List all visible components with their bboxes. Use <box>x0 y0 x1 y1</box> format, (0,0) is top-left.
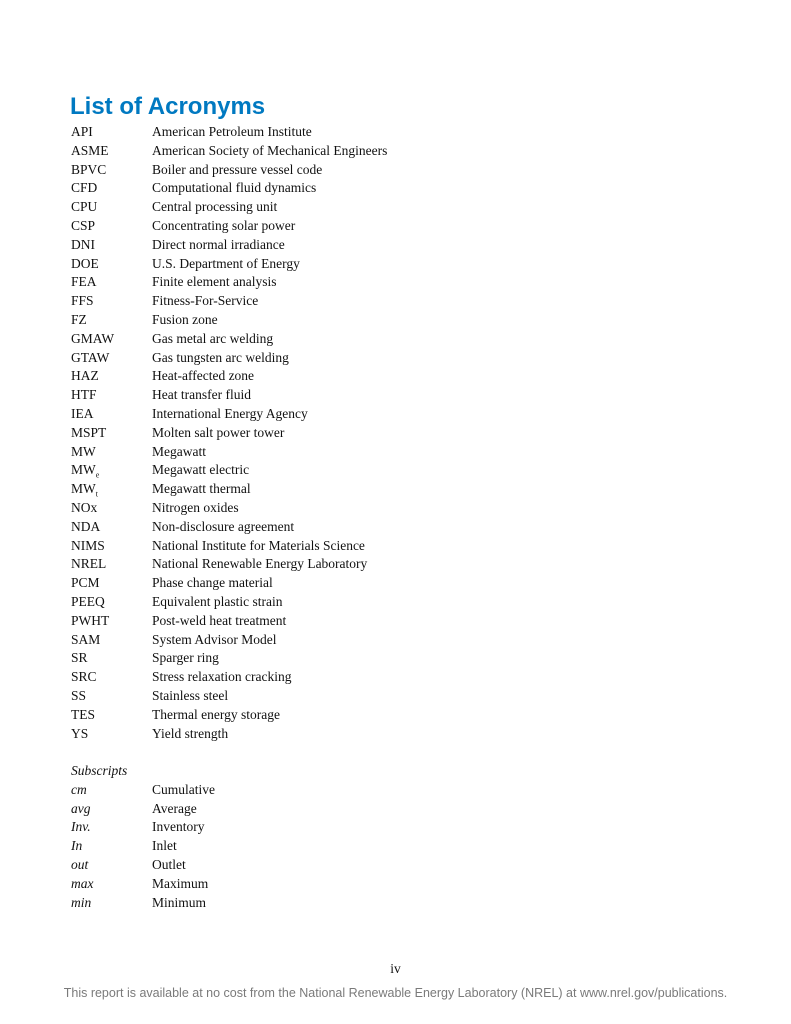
acronym-abbr-text: DOE <box>71 255 99 271</box>
acronym-abbr <box>71 161 152 180</box>
acronym-definition: American Petroleum Institute <box>152 124 312 139</box>
acronym-abbr-text: PCM <box>71 575 100 591</box>
acronym-abbr <box>71 461 152 480</box>
acronym-abbr-text: MW <box>71 481 96 497</box>
acronym-abbr <box>71 273 152 292</box>
acronym-definition: International Energy Agency <box>152 405 308 421</box>
acronym-abbr-text: avg <box>71 800 91 816</box>
acronym-definition: Sparger ring <box>152 650 219 666</box>
acronym-abbr <box>71 217 152 236</box>
acronym-abbr-text: Inv. <box>71 819 91 835</box>
acronym-definition: Yield strength <box>152 725 229 741</box>
acronym-abbr <box>71 781 152 800</box>
acronym-abbr-text: FZ <box>71 311 87 327</box>
list-item <box>71 424 631 443</box>
acronym-abbr <box>71 443 152 462</box>
acronym-definition: Megawatt thermal <box>152 481 251 497</box>
acronym-abbr-text: GTAW <box>71 349 110 365</box>
acronym-definition: Megawatt <box>152 443 206 459</box>
acronym-abbr <box>71 367 152 386</box>
list-item <box>71 894 631 913</box>
list-item <box>71 311 631 330</box>
list-item <box>71 123 631 142</box>
list-item <box>71 255 631 274</box>
acronym-abbr-text: NDA <box>71 518 101 534</box>
list-item <box>71 330 631 349</box>
acronym-abbr <box>71 405 152 424</box>
list-item <box>71 781 631 800</box>
list-item <box>71 142 631 161</box>
acronym-definition: Stainless steel <box>152 687 229 703</box>
list-item <box>71 179 631 198</box>
acronym-abbr-text: SRC <box>71 669 97 685</box>
acronym-abbr-text: FFS <box>71 293 94 309</box>
acronym-definition: Gas metal arc welding <box>152 330 274 346</box>
acronym-abbr-text: In <box>71 838 83 854</box>
acronym-definition: Inlet <box>152 838 177 854</box>
page-title: List of Acronyms <box>70 93 266 120</box>
subscripts-section <box>71 762 631 912</box>
acronym-definition: Central processing unit <box>152 199 278 215</box>
acronym-abbr-text: min <box>71 894 92 910</box>
acronym-abbr-text: IEA <box>71 405 94 421</box>
acronym-abbr-text: PWHT <box>71 612 110 628</box>
acronym-abbr <box>71 142 152 161</box>
acronym-abbr-text: CFD <box>71 180 98 196</box>
acronym-abbr <box>71 236 152 255</box>
acronym-abbr-text: BPVC <box>71 161 107 177</box>
acronym-abbr-text: NOx <box>71 499 98 515</box>
acronym-definition: Stress relaxation cracking <box>152 669 292 685</box>
subscripts-title: Subscripts <box>71 763 128 778</box>
acronym-definition: Cumulative <box>152 781 215 797</box>
footer-notice: This report is available at no cost from the National Renewable Energy Laboratory (NREL) at www.nrel.gov/publications. <box>63 986 728 1000</box>
acronym-subscript: e <box>95 471 100 481</box>
acronym-definition: National Institute for Materials Science <box>152 537 365 553</box>
list-item <box>71 499 631 518</box>
list-item <box>71 273 631 292</box>
list-item <box>71 480 631 499</box>
list-item <box>71 612 631 631</box>
acronym-abbr <box>71 649 152 668</box>
acronym-abbr-text: ASME <box>71 142 109 158</box>
acronym-abbr <box>71 424 152 443</box>
acronym-abbr-text: NREL <box>71 556 107 572</box>
acronym-abbr-text: MW <box>71 462 96 478</box>
acronym-definition: Direct normal irradiance <box>152 236 285 252</box>
list-item <box>71 443 631 462</box>
acronym-abbr-text: HTF <box>71 387 97 403</box>
acronym-abbr <box>71 349 152 368</box>
acronym-definition: Non-disclosure agreement <box>152 518 295 534</box>
acronym-abbr-text: CPU <box>71 199 98 215</box>
page-number: iv <box>390 961 401 976</box>
acronym-definition: Outlet <box>152 856 186 872</box>
acronym-abbr-text: FEA <box>71 274 97 290</box>
acronym-definition: Concentrating solar power <box>152 217 296 233</box>
acronym-abbr-text: GMAW <box>71 330 115 346</box>
acronym-subscript: t <box>95 489 98 499</box>
list-item <box>71 668 631 687</box>
acronym-definition: Gas tungsten arc welding <box>152 349 289 365</box>
acronym-abbr <box>71 123 152 142</box>
acronym-abbr <box>71 725 152 744</box>
list-item <box>71 198 631 217</box>
acronym-abbr <box>71 311 152 330</box>
acronym-abbr <box>71 537 152 556</box>
acronym-abbr <box>71 518 152 537</box>
acronym-abbr-text: SAM <box>71 631 101 647</box>
list-item <box>71 687 631 706</box>
acronym-definition: Finite element analysis <box>152 274 277 290</box>
acronym-abbr <box>71 612 152 631</box>
acronym-abbr <box>71 480 152 499</box>
acronym-abbr <box>71 255 152 274</box>
acronym-abbr-text: DNI <box>71 236 95 252</box>
acronym-abbr-text: API <box>71 124 93 139</box>
acronym-abbr-text: PEEQ <box>71 593 105 609</box>
acronym-abbr <box>71 800 152 819</box>
acronym-definition: National Renewable Energy Laboratory <box>152 556 368 572</box>
acronym-definition: Minimum <box>152 894 207 910</box>
acronym-definition: Phase change material <box>152 575 273 591</box>
list-item <box>71 518 631 537</box>
acronym-definition: Boiler and pressure vessel code <box>152 161 323 177</box>
acronym-abbr <box>71 706 152 725</box>
list-item <box>71 593 631 612</box>
acronym-abbr-text: cm <box>71 781 87 797</box>
acronym-abbr <box>71 330 152 349</box>
acronym-abbr <box>71 687 152 706</box>
list-item <box>71 818 631 837</box>
acronym-definition: Fitness-For-Service <box>152 293 259 309</box>
acronym-abbr-text: HAZ <box>71 368 99 384</box>
acronym-definition: Heat-affected zone <box>152 368 255 384</box>
acronym-abbr <box>71 574 152 593</box>
list-item <box>71 236 631 255</box>
list-item <box>71 367 631 386</box>
acronym-abbr <box>71 555 152 574</box>
acronym-abbr <box>71 894 152 913</box>
acronym-abbr <box>71 818 152 837</box>
acronym-abbr-text: YS <box>71 725 89 741</box>
acronym-definition: Average <box>152 800 197 816</box>
list-item <box>71 217 631 236</box>
acronym-definition: Thermal energy storage <box>152 706 280 722</box>
acronym-definition: Post-weld heat treatment <box>152 612 287 628</box>
acronym-abbr <box>71 499 152 518</box>
acronym-abbr-text: SR <box>71 650 88 666</box>
list-item <box>71 649 631 668</box>
acronym-abbr-text: CSP <box>71 217 96 233</box>
acronym-abbr <box>71 593 152 612</box>
list-item <box>71 800 631 819</box>
acronym-abbr-text: out <box>71 856 89 872</box>
acronym-abbr <box>71 292 152 311</box>
acronym-abbr-text: max <box>71 875 94 891</box>
acronym-abbr-text: NIMS <box>71 537 105 553</box>
list-item <box>71 574 631 593</box>
acronym-abbr <box>71 875 152 894</box>
list-item <box>71 461 631 480</box>
acronym-definition: American Society of Mechanical Engineers <box>152 142 388 158</box>
list-item <box>71 161 631 180</box>
acronym-abbr <box>71 856 152 875</box>
acronym-abbr <box>71 179 152 198</box>
acronym-definition: Nitrogen oxides <box>152 499 239 515</box>
acronym-abbr-text: MSPT <box>71 424 107 440</box>
acronym-definition: U.S. Department of Energy <box>152 255 300 271</box>
list-item <box>71 875 631 894</box>
list-item <box>71 555 631 574</box>
subscripts-list <box>71 781 631 913</box>
acronym-list <box>71 123 631 743</box>
list-item <box>71 292 631 311</box>
acronym-definition: Equivalent plastic strain <box>152 593 283 609</box>
acronym-abbr-text: TES <box>71 706 96 722</box>
list-item <box>71 631 631 650</box>
list-item <box>71 725 631 744</box>
acronym-definition: Inventory <box>152 819 205 835</box>
acronym-definition: System Advisor Model <box>152 631 277 647</box>
list-item <box>71 856 631 875</box>
acronym-abbr <box>71 668 152 687</box>
acronym-definition: Megawatt electric <box>152 462 250 478</box>
list-item <box>71 537 631 556</box>
acronym-abbr <box>71 631 152 650</box>
acronym-abbr <box>71 837 152 856</box>
acronym-definition: Heat transfer fluid <box>152 387 251 403</box>
list-item <box>71 349 631 368</box>
acronym-definition: Molten salt power tower <box>152 424 285 440</box>
acronym-definition: Computational fluid dynamics <box>152 180 317 196</box>
acronym-abbr-text: SS <box>71 687 87 703</box>
acronym-definition: Maximum <box>152 875 209 891</box>
acronym-abbr <box>71 198 152 217</box>
acronym-abbr-text: MW <box>71 443 96 459</box>
acronym-abbr <box>71 386 152 405</box>
acronym-definition: Fusion zone <box>152 311 218 327</box>
list-item <box>71 405 631 424</box>
list-item <box>71 837 631 856</box>
list-item <box>71 706 631 725</box>
list-item <box>71 386 631 405</box>
